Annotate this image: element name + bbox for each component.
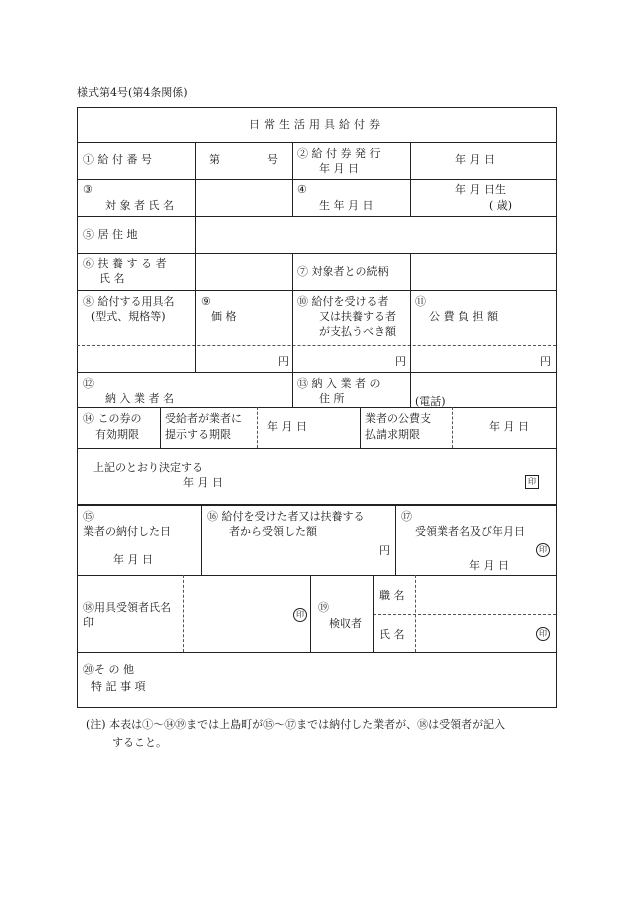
num-4: ④ [297,183,307,196]
claim-date: 年 月 日 [489,420,529,433]
label-inspector-name: 氏 名 [379,628,405,641]
label-received-amount-1: ⑯ 給付を受けた者又は扶養する [207,510,365,523]
label-price: 価 格 [211,310,237,323]
birth-date-value: 年 月 日生 [455,183,506,196]
note-line-1: (注) 本表は①〜⑭⑲までは上島町が⑮〜⑰までは納付した業者が、⑱は受領者が記入 [86,718,506,731]
label-present-2: 提示する期限 [165,428,231,441]
num-15: ⑮ [83,510,94,523]
label-vendor-address-sub: 住 所 [319,392,345,405]
label-residence: ⑤ 居 住 地 [83,228,138,241]
form-title: 日常生活用具給付券 [249,118,384,131]
number-suffix: 号 [267,153,278,166]
vendor-receipt-date: 年 月 日 [469,559,509,572]
label-vendor-address: ⑬ 納 入 業 者 の [297,377,381,390]
issue-date-value: 年 月 日 [455,153,495,166]
delivered-date: 年 月 日 [113,553,153,566]
label-remarks-1: ⑳そ の 他 [83,663,134,676]
label-recipient-name: ⑱用具受領者氏名 [83,601,171,614]
label-relation: ⑦ 対象者との続柄 [297,265,389,278]
phone-label: (電話) [415,395,446,408]
label-validity-2: 有効期限 [95,428,139,441]
label-issue-date: ② 給 付 券 発 行 [297,147,381,160]
label-supporter: ⑥ 扶 養 す る 者 [83,257,167,270]
benefit-voucher-form [77,107,556,707]
decision-date: 年 月 日 [183,476,223,489]
yen-received: 円 [379,544,390,557]
num-3: ③ [83,183,93,196]
inspector-seal: 印 [536,627,550,641]
num-12: ⑫ [83,377,94,390]
number-prefix: 第 [209,153,220,166]
decision-text: 上記のとおり決定する [93,461,203,474]
vendor-receipt-seal: 印 [536,543,550,557]
label-birth-date: 生 年 月 日 [319,199,374,212]
decision-seal: 印 [525,475,539,489]
label-vendor-name: 納 入 業 者 名 [105,392,174,405]
label-received-amount-2: 者から受領した額 [229,525,317,538]
label-present-1: 受給者が業者に [165,412,242,425]
label-delivered-date: 業者の納付した日 [83,525,171,538]
label-validity-1: ⑭ この券の [83,412,142,425]
label-claim-2: 払請求期限 [365,428,420,441]
label-payment-1: ⑩ 給付を受ける者 [297,295,389,308]
label-position: 職 名 [379,589,405,602]
age-value: ( 歳) [489,199,513,212]
label-inspector: 検収者 [329,617,362,630]
yen-price: 円 [278,355,289,368]
label-recipient-seal: 印 [83,616,94,629]
label-supporter-name: 氏 名 [99,272,125,285]
label-payment-2: 又は扶養する者 [319,310,396,323]
label-subject-name: 対 象 者 氏 名 [105,199,174,212]
label-vendor-receipt: 受領業者名及び年月日 [415,525,525,538]
label-item-name: ⑧ 給付する用具名 [83,295,175,308]
note-line-2: すること。 [112,736,167,749]
form-number: 様式第4号(第4条関係) [77,86,188,99]
num-19: ⑲ [318,601,329,614]
label-item-spec: (型式、規格等) [91,310,166,323]
label-public-burden: 公 費 負 担 額 [429,310,498,323]
present-date: 年 月 日 [267,420,307,433]
label-issue-date-sub: 年 月 日 [319,162,359,175]
label-claim-1: 業者の公費支 [365,412,431,425]
num-11: ⑪ [415,295,426,308]
label-remarks-2: 特 記 事 項 [91,680,146,693]
num-17: ⑰ [401,510,412,523]
label-benefit-number: ① 給 付 番 号 [83,153,152,166]
label-payment-3: が支払うべき額 [319,325,396,338]
yen-payment: 円 [395,355,406,368]
yen-public: 円 [540,355,551,368]
recipient-seal: 印 [293,608,307,622]
num-9: ⑨ [201,295,211,308]
